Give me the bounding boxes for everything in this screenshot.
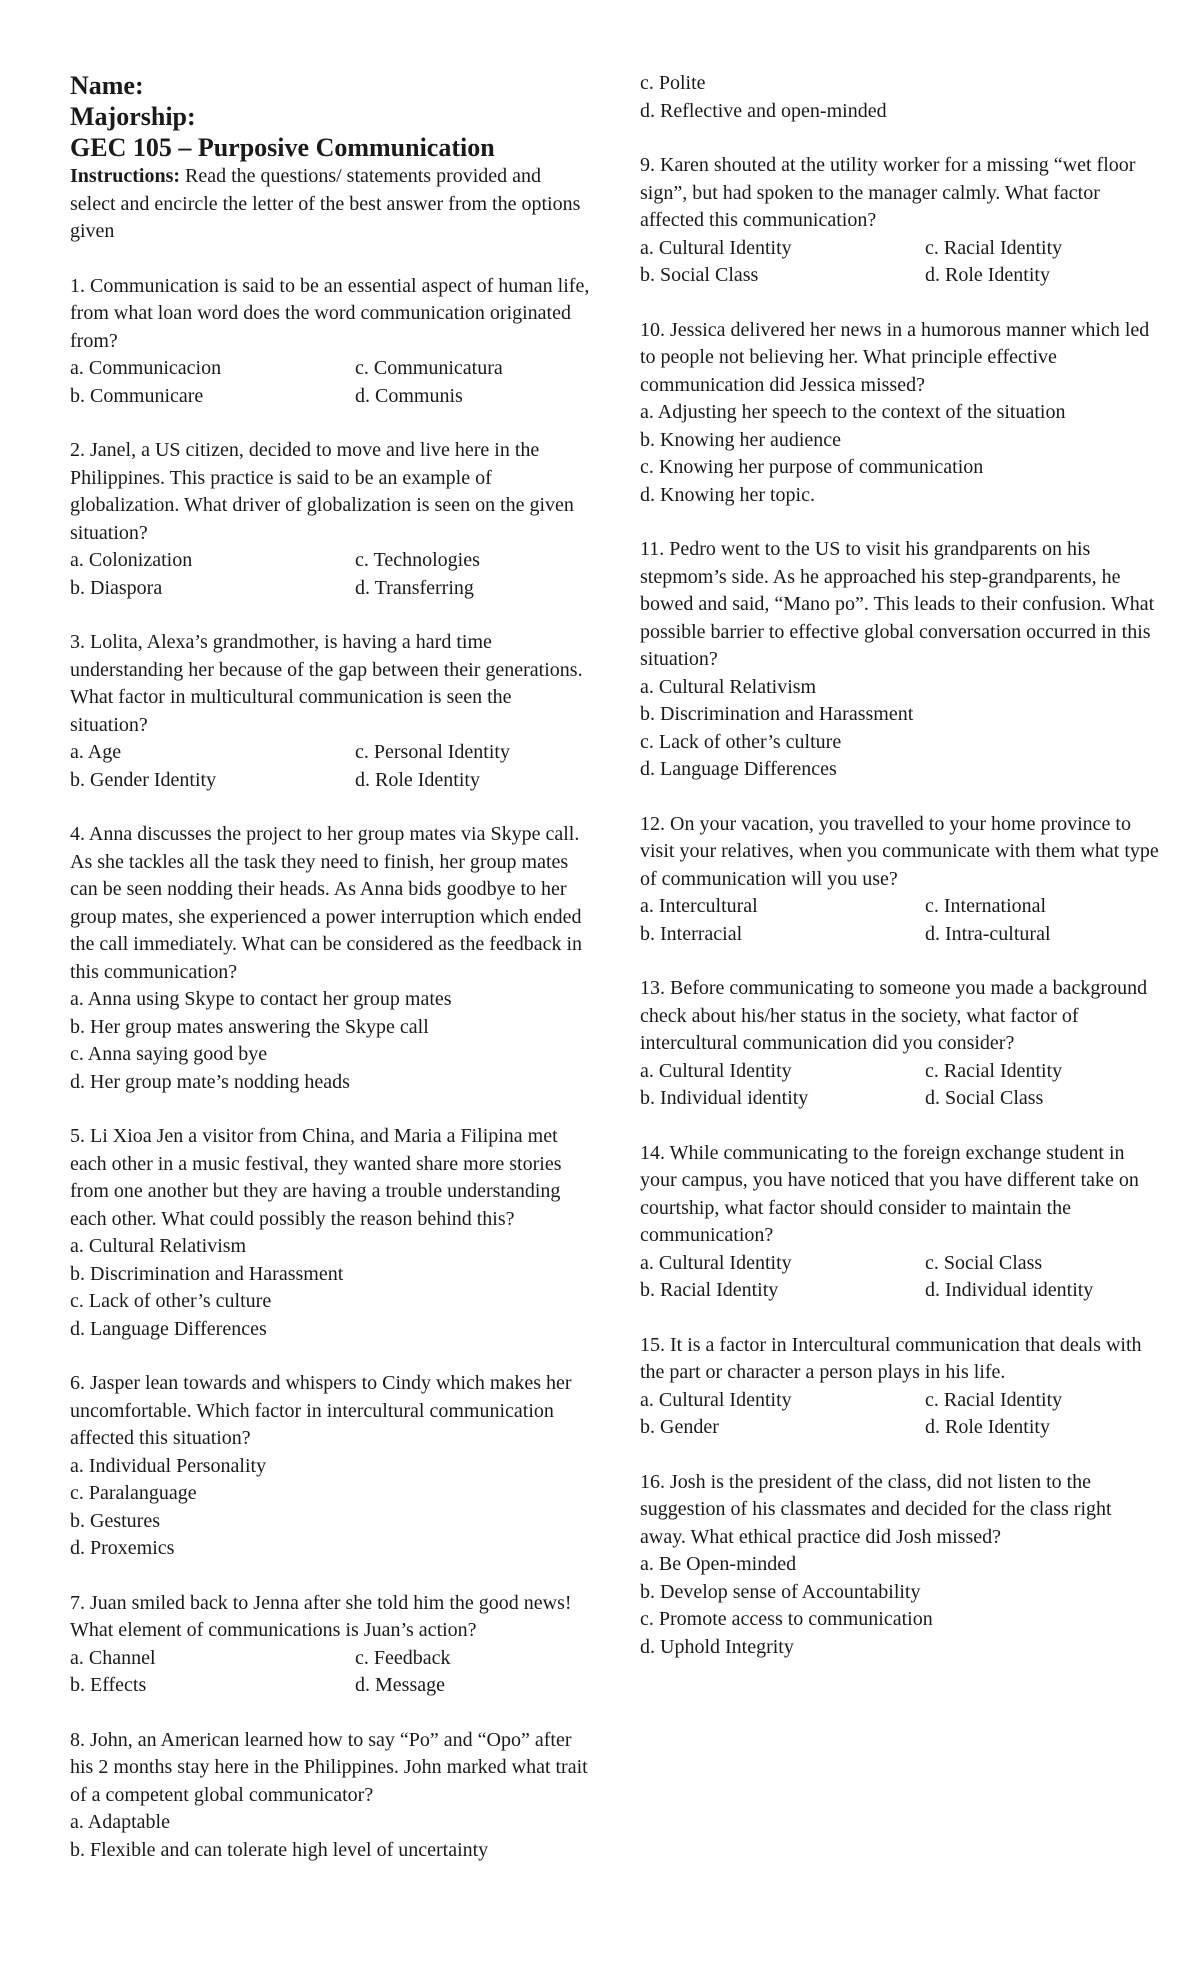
answer-option[interactable]: c. Polite <box>640 72 706 94</box>
question-block <box>640 152 1160 290</box>
answer-option[interactable]: c. Lack of other’s culture <box>70 1290 272 1312</box>
answer-option[interactable]: b. Social Class <box>640 264 759 286</box>
answer-option[interactable]: a. Cultural Identity <box>640 236 792 259</box>
question-text: 3. Lolita, Alexa’s grandmother, is having a hard time understanding her because of the gap between their generations. What factor in multicultural communication is seen the situation? <box>70 631 583 736</box>
answer-option[interactable]: a. Cultural Identity <box>640 1251 792 1274</box>
question-text: 7. Juan smiled back to Jenna after she told him the good news! What element of communications is Juan’s action? <box>70 1591 572 1641</box>
answer-option[interactable]: d. Language Differences <box>70 1317 267 1340</box>
answer-option[interactable]: c. Promote access to communication <box>640 1608 933 1630</box>
answer-options <box>70 1645 590 1700</box>
question-block <box>640 975 1160 1113</box>
question-8-continued <box>640 70 1160 125</box>
answer-option[interactable]: c. Racial Identity <box>925 236 1063 259</box>
left-question-list <box>70 273 590 1865</box>
answer-options <box>640 1058 1160 1113</box>
answer-option[interactable]: b. Interracial <box>640 922 743 945</box>
course-title: GEC 105 – Purposive Communication <box>70 133 495 162</box>
answer-option[interactable]: b. Individual identity <box>640 1087 809 1109</box>
right-column <box>640 70 1160 1688</box>
question-text: 14. While communicating to the foreign exchange student in your campus, you have noticed that you have different take on courtship, what factor should consider to maintain the communication? <box>640 1141 1139 1246</box>
answer-options <box>640 674 1160 784</box>
answer-option[interactable]: b. Communicare <box>70 384 204 407</box>
answer-option[interactable]: a. Adaptable <box>70 1811 170 1833</box>
answer-option[interactable]: a. Adjusting her speech to the context of the situation <box>640 401 1066 423</box>
left-column <box>70 70 590 1891</box>
answer-option[interactable]: d. Role Identity <box>355 768 480 791</box>
answer-option[interactable]: d. Role Identity <box>925 264 1050 286</box>
answer-option[interactable]: b. Discrimination and Harassment <box>640 703 914 725</box>
answer-option[interactable]: b. Discrimination and Harassment <box>70 1262 344 1285</box>
answer-option[interactable]: d. Reflective and open-minded <box>640 99 887 122</box>
question-text: 13. Before communicating to someone you made a background check about his/her status in the society, what factor of intercultural communication did you consider? <box>640 977 1148 1054</box>
answer-options <box>640 1387 1160 1442</box>
answer-option[interactable]: a. Cultural Relativism <box>640 675 817 698</box>
answer-options <box>640 893 1160 948</box>
instructions-label: Instructions: <box>70 165 181 187</box>
answer-option[interactable]: c. Personal Identity <box>355 741 510 763</box>
name-label: Name: <box>70 71 144 100</box>
answer-option[interactable]: b. Gender <box>640 1416 719 1438</box>
answer-option[interactable]: b. Knowing her audience <box>640 428 842 451</box>
answer-option[interactable]: d. Her group mate’s nodding heads <box>70 1070 350 1093</box>
right-question-list <box>640 152 1160 1661</box>
answer-options <box>70 739 590 794</box>
answer-option[interactable]: c. International <box>925 895 1047 917</box>
answer-options <box>70 547 590 602</box>
question-text: 1. Communication is said to be an essential aspect of human life, from what loan word does the word communication originated from? <box>70 274 590 352</box>
question-text: 15. It is a factor in Intercultural communication that deals with the part or character a person plays in his life. <box>640 1333 1142 1383</box>
answer-options <box>640 399 1160 509</box>
answer-option[interactable]: c. Paralanguage <box>70 1482 197 1504</box>
answer-option[interactable]: d. Proxemics <box>70 1537 175 1559</box>
question-block <box>640 317 1160 510</box>
answer-option[interactable]: d. Transferring <box>355 576 474 599</box>
answer-option[interactable]: c. Communicatura <box>355 357 503 379</box>
question-text: 8. John, an American learned how to say “Po” and “Opo” after his 2 months stay here in the Philippines. John marked what trait of a competent global communicator? <box>70 1728 588 1806</box>
answer-options <box>640 1551 1160 1661</box>
instructions <box>70 163 590 246</box>
majorship-label: Majorship: <box>70 102 196 131</box>
question-block <box>70 1123 590 1343</box>
question-text: 2. Janel, a US citizen, decided to move and live here in the Philippines. This practice is said to be an example of globalization. What driver of globalization is seen on the given situation? <box>70 439 574 544</box>
answer-options <box>70 1233 590 1343</box>
answer-option[interactable]: a. Be Open-minded <box>640 1553 797 1575</box>
question-block <box>640 536 1160 784</box>
answer-option[interactable]: a. Communicacion <box>70 357 222 379</box>
answer-option[interactable]: d. Communis <box>355 384 463 407</box>
answer-option[interactable]: b. Gender Identity <box>70 768 217 791</box>
question-block <box>70 1590 590 1700</box>
question-block <box>70 821 590 1096</box>
answer-option[interactable]: d. Individual identity <box>925 1279 1094 1301</box>
question-block <box>70 629 590 794</box>
answer-option[interactable]: d. Uphold Integrity <box>640 1635 794 1658</box>
question-block <box>70 1727 590 1865</box>
answer-option[interactable]: c. Social Class <box>925 1251 1043 1274</box>
answer-option[interactable]: a. Intercultural <box>640 895 758 917</box>
answer-option[interactable]: a. Cultural Identity <box>640 1388 792 1411</box>
question-text: 6. Jasper lean towards and whispers to Cindy which makes her uncomfortable. Which factor in intercultural communication affected this situation? <box>70 1372 572 1449</box>
answer-option[interactable]: d. Knowing her topic. <box>640 483 815 506</box>
question-text: 9. Karen shouted at the utility worker for a missing “wet floor sign”, but had spoken to the manager calmly. What factor affected this communication? <box>640 154 1136 231</box>
answer-option[interactable]: c. Technologies <box>355 549 480 571</box>
answer-option[interactable]: c. Knowing her purpose of communication <box>640 456 984 478</box>
answer-options <box>640 1250 1160 1305</box>
answer-option[interactable]: a. Cultural Relativism <box>70 1235 247 1257</box>
answer-option[interactable]: a. Individual Personality <box>70 1454 267 1477</box>
question-text: 11. Pedro went to the US to visit his grandparents on his stepmom’s side. As he approached his step-grandparents, he bowed and said, “Mano po”. This leads to their confusion. What possible barrier to effective global conversation occurred in this situation? <box>640 538 1155 670</box>
answer-option[interactable]: d. Message <box>355 1674 445 1696</box>
answer-option[interactable]: d. Language Differences <box>640 758 837 780</box>
answer-option[interactable]: d. Social Class <box>925 1087 1044 1109</box>
answer-options <box>70 1809 590 1864</box>
answer-options <box>640 235 1160 290</box>
question-block <box>70 273 590 411</box>
question-block <box>640 811 1160 949</box>
answer-option[interactable]: a. Age <box>70 741 122 763</box>
question-block <box>640 1140 1160 1305</box>
answer-option[interactable]: b. Develop sense of Accountability <box>640 1580 921 1603</box>
question-text: 5. Li Xioa Jen a visitor from China, and Maria a Filipina met each other in a music festival, they wanted share more stories from one another but they are having a trouble understanding each other. What could possibly the reason behind this? <box>70 1125 562 1230</box>
answer-option[interactable]: b. Flexible and can tolerate high level of uncertainty <box>70 1838 489 1861</box>
answer-option[interactable]: c. Racial Identity <box>925 1388 1063 1411</box>
answer-option[interactable]: d. Role Identity <box>925 1416 1050 1438</box>
answer-options <box>70 355 590 410</box>
answer-option[interactable]: c. Anna saying good bye <box>70 1043 268 1065</box>
answer-option[interactable]: a. Anna using Skype to contact her group mates <box>70 988 452 1010</box>
question-block <box>70 1370 590 1563</box>
answer-option[interactable]: b. Effects <box>70 1674 147 1696</box>
answer-options <box>70 1453 590 1563</box>
answer-option[interactable]: a. Cultural Identity <box>640 1059 792 1082</box>
question-block <box>70 437 590 602</box>
question-text: 12. On your vacation, you travelled to your home province to visit your relatives, when you communicate with them what type of communication will you use? <box>640 812 1159 890</box>
answer-option[interactable]: a. Channel <box>70 1646 156 1669</box>
question-text: 16. Josh is the president of the class, did not listen to the suggestion of his classmates and decided for the class right away. What ethical practice did Josh missed? <box>640 1470 1112 1548</box>
answer-option[interactable]: c. Feedback <box>355 1646 451 1669</box>
answer-option[interactable]: c. Lack of other’s culture <box>640 730 842 753</box>
question-text: 4. Anna discusses the project to her group mates via Skype call. As she tackles all the task they need to finish, her group mates can be seen nodding their heads. As Anna bids goodbye to her group mates, she experienced a power interruption which ended the call immediately. What can be considered as the feedback in this communication? <box>70 823 583 983</box>
answer-option[interactable]: b. Racial Identity <box>640 1279 779 1301</box>
question-text: 10. Jessica delivered her news in a humorous manner which led to people not believing her. What principle effective communication did Jessica missed? <box>640 318 1150 396</box>
answer-option[interactable]: b. Her group mates answering the Skype call <box>70 1015 429 1038</box>
answer-option[interactable]: c. Racial Identity <box>925 1059 1063 1082</box>
instructions-text: Read the questions/ statements provided and select and encircle the letter of the best answer from the options given <box>70 165 581 242</box>
question-block <box>640 1332 1160 1442</box>
answer-option[interactable]: a. Colonization <box>70 549 193 571</box>
answer-option[interactable]: d. Intra-cultural <box>925 922 1051 945</box>
answer-options <box>70 986 590 1096</box>
answer-option[interactable]: b. Diaspora <box>70 576 163 599</box>
answer-option[interactable]: b. Gestures <box>70 1509 160 1532</box>
question-block <box>640 1469 1160 1662</box>
